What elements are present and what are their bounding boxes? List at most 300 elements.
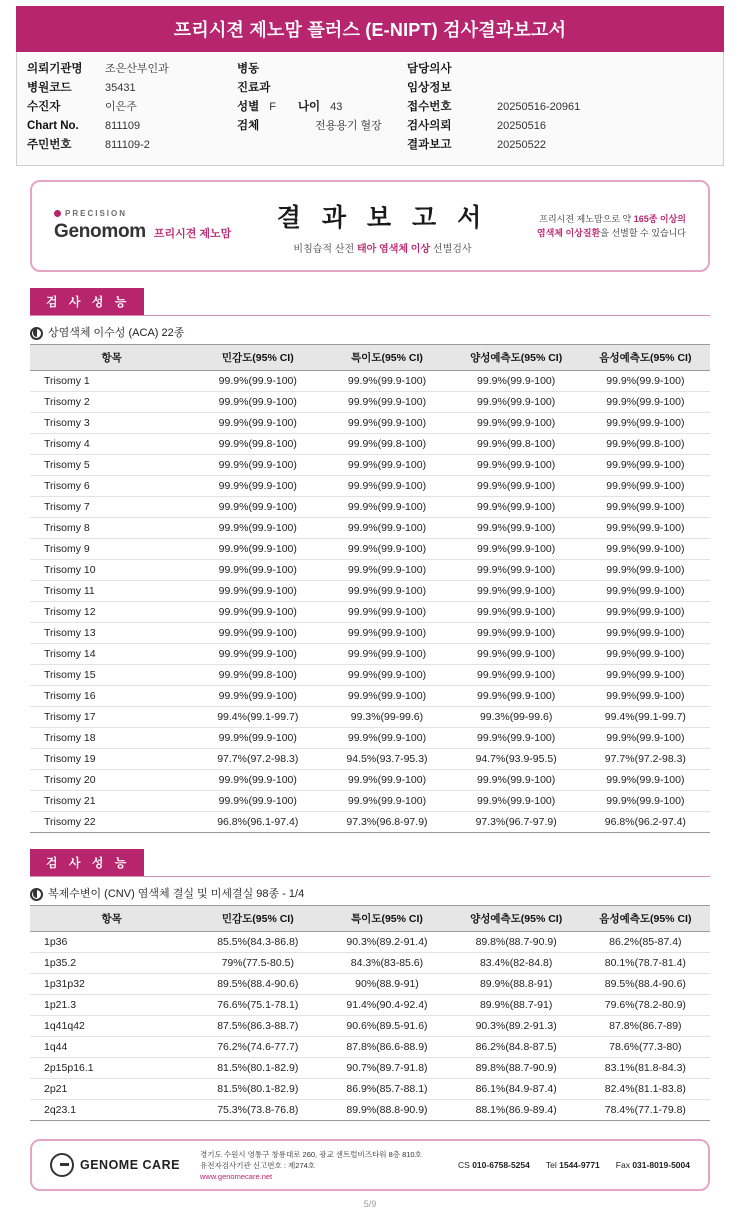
footer-address-line1: 경기도 수원시 영통구 창룡대로 260, 광교 센트럴비즈타워 8층 810호 xyxy=(200,1149,422,1159)
info-row-sex-age xyxy=(237,98,407,117)
table-cnv-cell: 75.3%(73.8-76.8) xyxy=(193,1100,322,1121)
table-row xyxy=(30,560,710,581)
genome-care-logo xyxy=(50,1153,200,1177)
table-row xyxy=(30,728,710,749)
table-aca-cell: Trisomy 4 xyxy=(30,434,193,455)
table-row xyxy=(30,686,710,707)
info-label-request-date: 검사의뢰 xyxy=(407,120,452,132)
table-aca-col-item: 항목 xyxy=(30,345,193,371)
table-row xyxy=(30,812,710,833)
info-row-hospital-code xyxy=(27,79,237,98)
table-aca-cell: 99.9%(99.9-100) xyxy=(322,371,451,392)
table-aca-cell: 99.9%(99.9-100) xyxy=(452,770,581,791)
table-aca-cell: 99.9%(99.9-100) xyxy=(193,791,322,812)
table-row xyxy=(30,953,710,974)
table-cnv-cell: 87.5%(86.3-88.7) xyxy=(193,1016,322,1037)
table-cnv-col-item: 항목 xyxy=(30,906,193,932)
table-aca-cell: 99.4%(99.1-99.7) xyxy=(581,707,710,728)
section-subtitle-aca-text: 상염색체 이수성 (ACA) 22종 xyxy=(48,327,185,339)
table-cnv xyxy=(30,905,710,1121)
table-aca-cell: 99.9%(99.9-100) xyxy=(322,581,451,602)
table-aca-cell: 97.7%(97.2-98.3) xyxy=(581,749,710,770)
table-aca-cell: 99.9%(99.9-100) xyxy=(581,581,710,602)
table-cnv-cell: 84.3%(83-85.6) xyxy=(322,953,451,974)
section-subtitle-cnv xyxy=(30,885,710,901)
table-aca-cell: Trisomy 9 xyxy=(30,539,193,560)
patient-info-column-2 xyxy=(237,60,407,155)
table-cnv-cell: 1q41q42 xyxy=(30,1016,193,1037)
table-row xyxy=(30,1016,710,1037)
table-aca-cell: 99.9%(99.9-100) xyxy=(322,644,451,665)
info-row-chart-no xyxy=(27,117,237,136)
report-note-line1 xyxy=(501,212,686,226)
table-row xyxy=(30,497,710,518)
table-aca-cell: 99.9%(99.9-100) xyxy=(581,686,710,707)
table-aca-cell: 99.9%(99.9-100) xyxy=(322,392,451,413)
table-cnv-col-ppv: 양성예측도(95% CI) xyxy=(452,906,581,932)
table-aca-cell: 99.9%(99.9-100) xyxy=(322,560,451,581)
table-aca-cell: 99.9%(99.9-100) xyxy=(581,665,710,686)
info-label-ward: 병동 xyxy=(237,63,260,75)
table-row xyxy=(30,518,710,539)
section-tag-cnv: 검 사 성 능 xyxy=(30,849,144,876)
table-cnv-cell: 79.6%(78.2-80.9) xyxy=(581,995,710,1016)
info-label-sex: 성별 xyxy=(237,101,260,113)
table-aca-cell: 99.9%(99.9-100) xyxy=(452,560,581,581)
table-aca-cell: 99.9%(99.9-100) xyxy=(452,413,581,434)
table-aca-cell: Trisomy 1 xyxy=(30,371,193,392)
table-aca-cell: 99.9%(99.9-100) xyxy=(322,413,451,434)
table-aca-cell: Trisomy 17 xyxy=(30,707,193,728)
bullet-icon xyxy=(30,327,43,340)
table-aca-cell: 99.9%(99.9-100) xyxy=(581,770,710,791)
table-aca-cell: 99.3%(99-99.6) xyxy=(322,707,451,728)
info-value-sex: F xyxy=(269,101,276,113)
table-aca-cell: 99.9%(99.9-100) xyxy=(322,602,451,623)
genome-care-text: GENOME CARE xyxy=(80,1158,180,1172)
info-row-request-date xyxy=(407,117,707,136)
table-aca-col-sensitivity: 민감도(95% CI) xyxy=(193,345,322,371)
section-cnv xyxy=(30,849,710,1121)
table-aca-cell: 99.9%(99.9-100) xyxy=(193,770,322,791)
table-aca-cell: Trisomy 21 xyxy=(30,791,193,812)
table-cnv-header-row xyxy=(30,906,710,932)
info-label-clinical-info: 임상정보 xyxy=(407,82,452,94)
table-aca-cell: 99.9%(99.9-100) xyxy=(193,539,322,560)
table-aca-cell: Trisomy 13 xyxy=(30,623,193,644)
table-aca-cell: 99.9%(99.9-100) xyxy=(452,791,581,812)
info-label-reception-no: 접수번호 xyxy=(407,101,452,113)
table-aca-cell: 99.9%(99.9-100) xyxy=(581,497,710,518)
table-aca-cell: 99.9%(99.9-100) xyxy=(452,497,581,518)
brand-name-row xyxy=(54,221,264,243)
patient-info-box xyxy=(16,52,724,166)
table-cnv-cell: 2p21 xyxy=(30,1079,193,1100)
table-cnv-cell: 80.1%(78.7-81.4) xyxy=(581,953,710,974)
table-aca-cell: 99.9%(99.9-100) xyxy=(452,728,581,749)
table-aca-cell: 99.9%(99.9-100) xyxy=(581,602,710,623)
table-row xyxy=(30,932,710,953)
table-aca-col-specificity: 특이도(95% CI) xyxy=(322,345,451,371)
table-aca-cell: 99.9%(99.9-100) xyxy=(322,686,451,707)
table-aca-cell: 99.9%(99.9-100) xyxy=(452,686,581,707)
table-aca-cell: Trisomy 16 xyxy=(30,686,193,707)
table-cnv-cell: 1p36 xyxy=(30,932,193,953)
table-row xyxy=(30,539,710,560)
table-cnv-cell: 78.6%(77.3-80) xyxy=(581,1037,710,1058)
section-aca xyxy=(30,288,710,833)
table-cnv-cell: 86.9%(85.7-88.1) xyxy=(322,1079,451,1100)
info-value-request-date: 20250516 xyxy=(497,120,546,132)
footer-box xyxy=(30,1139,710,1191)
table-aca-cell: 99.9%(99.9-100) xyxy=(581,392,710,413)
info-value-specimen: 전용용기 혈장 xyxy=(315,120,382,132)
table-aca-cell: 99.9%(99.9-100) xyxy=(322,476,451,497)
brand-name-kr: 프리시젼 제노맘 xyxy=(153,228,232,240)
table-aca-cell: 99.9%(99.9-100) xyxy=(452,581,581,602)
table-aca-cell: Trisomy 6 xyxy=(30,476,193,497)
info-value-chart-no: 811109 xyxy=(105,120,141,132)
table-cnv-head xyxy=(30,906,710,932)
table-aca-head xyxy=(30,345,710,371)
info-label-report-date: 결과보고 xyxy=(407,139,452,151)
table-aca-cell: 99.9%(99.9-100) xyxy=(581,623,710,644)
table-cnv-cell: 83.4%(82-84.8) xyxy=(452,953,581,974)
table-aca-cell: Trisomy 8 xyxy=(30,518,193,539)
info-row-specimen xyxy=(237,117,407,136)
table-aca-cell: 99.4%(99.1-99.7) xyxy=(193,707,322,728)
table-cnv-cell: 86.2%(85-87.4) xyxy=(581,932,710,953)
section-subtitle-aca xyxy=(30,324,710,340)
table-cnv-cell: 87.8%(86.7-89) xyxy=(581,1016,710,1037)
table-aca-cell: 99.9%(99.9-100) xyxy=(193,581,322,602)
table-aca-cell: 99.9%(99.9-100) xyxy=(193,602,322,623)
table-aca-cell: 99.9%(99.9-100) xyxy=(581,476,710,497)
table-cnv-cell: 87.8%(86.6-88.9) xyxy=(322,1037,451,1058)
table-aca-cell: 99.9%(99.9-100) xyxy=(581,371,710,392)
footer-contacts xyxy=(458,1160,690,1170)
table-cnv-cell: 76.2%(74.6-77.7) xyxy=(193,1037,322,1058)
dot-icon xyxy=(54,210,61,217)
table-cnv-cell: 81.5%(80.1-82.9) xyxy=(193,1079,322,1100)
footer-tel xyxy=(546,1160,600,1170)
table-aca-cell: 99.9%(99.9-100) xyxy=(322,518,451,539)
footer-address-line2: 유전자검사기관 신고번호 : 제274호 xyxy=(200,1160,316,1170)
table-aca-cell: 99.9%(99.9-100) xyxy=(581,791,710,812)
info-label-chart-no: Chart No. xyxy=(27,120,79,132)
table-aca-cell: 99.9%(99.9-100) xyxy=(193,686,322,707)
genome-care-icon xyxy=(50,1153,74,1177)
table-cnv-cell: 1p35.2 xyxy=(30,953,193,974)
table-cnv-cell: 1q44 xyxy=(30,1037,193,1058)
table-aca-cell: Trisomy 11 xyxy=(30,581,193,602)
table-cnv-col-sensitivity: 민감도(95% CI) xyxy=(193,906,322,932)
table-row xyxy=(30,1037,710,1058)
table-row xyxy=(30,1058,710,1079)
table-cnv-cell: 82.4%(81.1-83.8) xyxy=(581,1079,710,1100)
table-cnv-cell: 90.6%(89.5-91.6) xyxy=(322,1016,451,1037)
footer-fax-label: Fax xyxy=(615,1160,630,1170)
table-aca-cell: 99.9%(99.9-100) xyxy=(581,560,710,581)
table-row xyxy=(30,770,710,791)
table-cnv-cell: 89.9%(88.7-91) xyxy=(452,995,581,1016)
footer-address xyxy=(200,1149,458,1182)
report-subtitle-bold: 태아 염색체 이상 xyxy=(356,243,431,255)
section-header-cnv xyxy=(30,849,710,877)
table-aca-cell: 99.9%(99.9-100) xyxy=(322,539,451,560)
footer-fax-value: 031-8019-5004 xyxy=(632,1160,690,1170)
report-page xyxy=(0,6,740,1214)
report-note xyxy=(501,212,686,240)
report-title-block xyxy=(264,198,501,255)
info-value-hospital-code: 35431 xyxy=(105,82,136,94)
table-cnv-cell: 91.4%(90.4-92.4) xyxy=(322,995,451,1016)
table-aca-cell: 99.9%(99.9-100) xyxy=(322,623,451,644)
table-cnv-cell: 86.1%(84.9-87.4) xyxy=(452,1079,581,1100)
info-label-institution: 의뢰기관명 xyxy=(27,63,83,75)
table-aca-cell: 99.9%(99.9-100) xyxy=(193,476,322,497)
table-aca-cell: 99.9%(99.8-100) xyxy=(452,434,581,455)
table-aca-cell: 99.9%(99.9-100) xyxy=(452,392,581,413)
table-aca-cell: Trisomy 14 xyxy=(30,644,193,665)
table-aca-cell: 99.9%(99.9-100) xyxy=(452,476,581,497)
table-aca-cell: 99.9%(99.9-100) xyxy=(322,728,451,749)
info-row-report-date xyxy=(407,136,707,155)
table-aca-cell: Trisomy 2 xyxy=(30,392,193,413)
footer-cs-label: CS xyxy=(458,1160,470,1170)
page-number: 5/9 xyxy=(363,1199,377,1209)
table-cnv-col-npv: 음성예측도(95% CI) xyxy=(581,906,710,932)
table-row xyxy=(30,602,710,623)
table-row xyxy=(30,581,710,602)
report-note-line2 xyxy=(501,226,686,240)
table-cnv-cell: 2q23.1 xyxy=(30,1100,193,1121)
section-header-aca xyxy=(30,288,710,316)
info-row-reception-no xyxy=(407,98,707,117)
patient-info-column-1 xyxy=(27,60,237,155)
report-note-mid: 으로 약 xyxy=(602,214,634,224)
table-aca-col-ppv: 양성예측도(95% CI) xyxy=(452,345,581,371)
table-aca-cell: 99.9%(99.9-100) xyxy=(193,413,322,434)
table-cnv-cell: 89.5%(88.4-90.6) xyxy=(193,974,322,995)
table-aca-cell: 99.9%(99.9-100) xyxy=(322,665,451,686)
table-aca-cell: Trisomy 20 xyxy=(30,770,193,791)
table-cnv-cell: 90%(88.9-91) xyxy=(322,974,451,995)
table-aca-cell: Trisomy 3 xyxy=(30,413,193,434)
table-cnv-cell: 90.3%(89.2-91.4) xyxy=(322,932,451,953)
report-subtitle xyxy=(264,240,501,255)
table-row xyxy=(30,413,710,434)
table-row xyxy=(30,392,710,413)
table-row xyxy=(30,791,710,812)
table-aca-cell: Trisomy 10 xyxy=(30,560,193,581)
footer-tel-label: Tel xyxy=(545,1160,557,1170)
table-aca-cell: 94.5%(93.7-95.3) xyxy=(322,749,451,770)
report-note-brand: 프리시젼 제노맘 xyxy=(539,214,603,224)
table-aca-cell: 99.9%(99.8-100) xyxy=(193,665,322,686)
table-row xyxy=(30,974,710,995)
table-aca-cell: 99.3%(99-99.6) xyxy=(452,707,581,728)
table-aca-cell: 99.9%(99.9-100) xyxy=(193,728,322,749)
table-aca-cell: 99.9%(99.9-100) xyxy=(322,770,451,791)
table-aca-cell: 99.9%(99.9-100) xyxy=(193,392,322,413)
report-subtitle-pre: 비침습적 산전 xyxy=(293,243,357,255)
table-aca-cell: 99.9%(99.8-100) xyxy=(581,434,710,455)
table-cnv-cell: 78.4%(77.1-79.8) xyxy=(581,1100,710,1121)
table-cnv-cell: 90.7%(89.7-91.8) xyxy=(322,1058,451,1079)
report-subtitle-post: 선별검사 xyxy=(430,243,472,255)
table-aca-cell: Trisomy 5 xyxy=(30,455,193,476)
table-aca-cell: 99.9%(99.9-100) xyxy=(193,455,322,476)
info-label-hospital-code: 병원코드 xyxy=(27,82,72,94)
footer-cs-value: 010-6758-5254 xyxy=(472,1160,530,1170)
table-row xyxy=(30,623,710,644)
table-row xyxy=(30,644,710,665)
table-cnv-cell: 89.8%(88.7-90.9) xyxy=(452,1058,581,1079)
table-cnv-cell: 81.5%(80.1-82.9) xyxy=(193,1058,322,1079)
info-label-ssn: 주민번호 xyxy=(27,139,72,151)
table-aca-cell: 99.9%(99.9-100) xyxy=(193,518,322,539)
table-aca-cell: 97.3%(96.8-97.9) xyxy=(322,812,451,833)
table-aca-cell: 99.9%(99.9-100) xyxy=(452,623,581,644)
table-aca-cell: 99.9%(99.9-100) xyxy=(193,623,322,644)
table-aca-cell: 94.7%(93.9-95.5) xyxy=(452,749,581,770)
info-row-clinical-info xyxy=(407,79,707,98)
brand-precision-label: PRECISION xyxy=(65,209,128,218)
table-row xyxy=(30,371,710,392)
table-aca-cell: 99.9%(99.9-100) xyxy=(193,371,322,392)
table-aca-cell: 99.9%(99.9-100) xyxy=(452,455,581,476)
table-aca-cell: 99.9%(99.9-100) xyxy=(193,560,322,581)
table-aca-cell: 99.9%(99.9-100) xyxy=(322,455,451,476)
table-row xyxy=(30,1079,710,1100)
table-cnv-cell: 83.1%(81.8-84.3) xyxy=(581,1058,710,1079)
table-cnv-cell: 1p21.3 xyxy=(30,995,193,1016)
table-row xyxy=(30,707,710,728)
table-aca-cell: 99.9%(99.9-100) xyxy=(581,539,710,560)
brand-name: Genomom xyxy=(54,221,146,242)
footer-url[interactable]: www.genomecare.net xyxy=(200,1171,273,1181)
table-row xyxy=(30,995,710,1016)
table-aca-cell: 99.9%(99.9-100) xyxy=(322,497,451,518)
table-aca xyxy=(30,344,710,833)
table-cnv-cell: 85.5%(84.3-86.8) xyxy=(193,932,322,953)
bullet-icon xyxy=(30,888,43,901)
table-aca-cell: Trisomy 15 xyxy=(30,665,193,686)
table-aca-cell: 99.9%(99.9-100) xyxy=(322,791,451,812)
table-aca-cell: 99.9%(99.9-100) xyxy=(452,602,581,623)
table-row xyxy=(30,749,710,770)
brand-precision-row xyxy=(54,209,264,218)
table-aca-cell: 99.9%(99.9-100) xyxy=(452,371,581,392)
table-cnv-cell: 2p15p16.1 xyxy=(30,1058,193,1079)
table-aca-header-row xyxy=(30,345,710,371)
table-aca-cell: 99.9%(99.8-100) xyxy=(193,434,322,455)
table-aca-cell: Trisomy 18 xyxy=(30,728,193,749)
info-label-age: 나이 xyxy=(297,101,321,113)
table-cnv-cell: 86.2%(84.8-87.5) xyxy=(452,1037,581,1058)
table-row xyxy=(30,434,710,455)
table-aca-cell: 99.9%(99.9-100) xyxy=(452,539,581,560)
table-aca-cell: 97.7%(97.2-98.3) xyxy=(193,749,322,770)
table-aca-cell: Trisomy 22 xyxy=(30,812,193,833)
brand-block xyxy=(54,209,264,243)
table-aca-cell: 99.9%(99.9-100) xyxy=(452,644,581,665)
info-value-institution: 조은산부인과 xyxy=(105,63,169,75)
table-aca-body xyxy=(30,371,710,833)
section-tag-aca: 검 사 성 능 xyxy=(30,288,144,315)
table-aca-cell: 99.9%(99.9-100) xyxy=(452,665,581,686)
patient-info-column-3 xyxy=(407,60,707,155)
table-aca-cell: 99.9%(99.9-100) xyxy=(193,497,322,518)
info-row-institution xyxy=(27,60,237,79)
info-value-age: 43 xyxy=(330,101,343,113)
table-row xyxy=(30,665,710,686)
table-aca-cell: 99.9%(99.9-100) xyxy=(581,455,710,476)
table-aca-cell: Trisomy 7 xyxy=(30,497,193,518)
table-aca-cell: 99.9%(99.8-100) xyxy=(322,434,451,455)
info-label-department: 진료과 xyxy=(237,82,271,94)
table-cnv-cell: 79%(77.5-80.5) xyxy=(193,953,322,974)
footer-tel-value: 1544-9771 xyxy=(559,1160,600,1170)
info-value-ssn: 811109-2 xyxy=(105,139,150,151)
report-note-count: 165종 이상의 xyxy=(633,214,686,224)
table-cnv-cell: 89.8%(88.7-90.9) xyxy=(452,932,581,953)
page-title: 프리시젼 제노맘 플러스 (E-NIPT) 검사결과보고서 xyxy=(16,6,724,52)
table-cnv-cell: 1p31p32 xyxy=(30,974,193,995)
report-note-tail: 을 선별할 수 있습니다 xyxy=(600,228,686,238)
info-row-ssn xyxy=(27,136,237,155)
info-value-report-date: 20250522 xyxy=(497,139,546,151)
table-aca-cell: 97.3%(96.7-97.9) xyxy=(452,812,581,833)
table-cnv-cell: 89.9%(88.8-91) xyxy=(452,974,581,995)
table-aca-cell: 99.9%(99.9-100) xyxy=(581,518,710,539)
info-row-doctor xyxy=(407,60,707,79)
table-aca-col-npv: 음성예측도(95% CI) xyxy=(581,345,710,371)
table-aca-cell: 99.9%(99.9-100) xyxy=(581,728,710,749)
report-note-disease: 염색체 이상질환 xyxy=(536,228,601,238)
table-row xyxy=(30,1100,710,1121)
report-title: 결 과 보 고 서 xyxy=(276,203,489,232)
info-label-specimen: 검체 xyxy=(237,120,260,132)
info-value-reception-no: 20250516-20961 xyxy=(497,101,581,113)
footer-fax xyxy=(616,1160,690,1170)
table-aca-cell: Trisomy 19 xyxy=(30,749,193,770)
table-row xyxy=(30,455,710,476)
table-aca-cell: 96.8%(96.2-97.4) xyxy=(581,812,710,833)
table-cnv-cell: 89.5%(88.4-90.6) xyxy=(581,974,710,995)
info-label-patient-name: 수진자 xyxy=(27,101,61,113)
info-value-patient-name: 이은주 xyxy=(105,101,137,113)
table-row xyxy=(30,476,710,497)
table-aca-cell: 99.9%(99.9-100) xyxy=(452,518,581,539)
table-cnv-cell: 90.3%(89.2-91.3) xyxy=(452,1016,581,1037)
table-cnv-cell: 76.6%(75.1-78.1) xyxy=(193,995,322,1016)
table-aca-cell: 99.9%(99.9-100) xyxy=(193,644,322,665)
table-cnv-cell: 88.1%(86.9-89.4) xyxy=(452,1100,581,1121)
table-aca-cell: 99.9%(99.9-100) xyxy=(581,644,710,665)
footer-cs xyxy=(458,1160,530,1170)
info-row-patient-name xyxy=(27,98,237,117)
report-logo-panel xyxy=(30,180,710,272)
table-aca-cell: 99.9%(99.9-100) xyxy=(581,413,710,434)
info-label-doctor: 담당의사 xyxy=(407,63,452,75)
table-aca-cell: Trisomy 12 xyxy=(30,602,193,623)
table-cnv-col-specificity: 특이도(95% CI) xyxy=(322,906,451,932)
info-row-ward xyxy=(237,60,407,79)
section-subtitle-cnv-text: 복제수변이 (CNV) 염색체 결실 및 미세결실 98종 - 1/4 xyxy=(48,888,305,900)
info-row-department xyxy=(237,79,407,98)
